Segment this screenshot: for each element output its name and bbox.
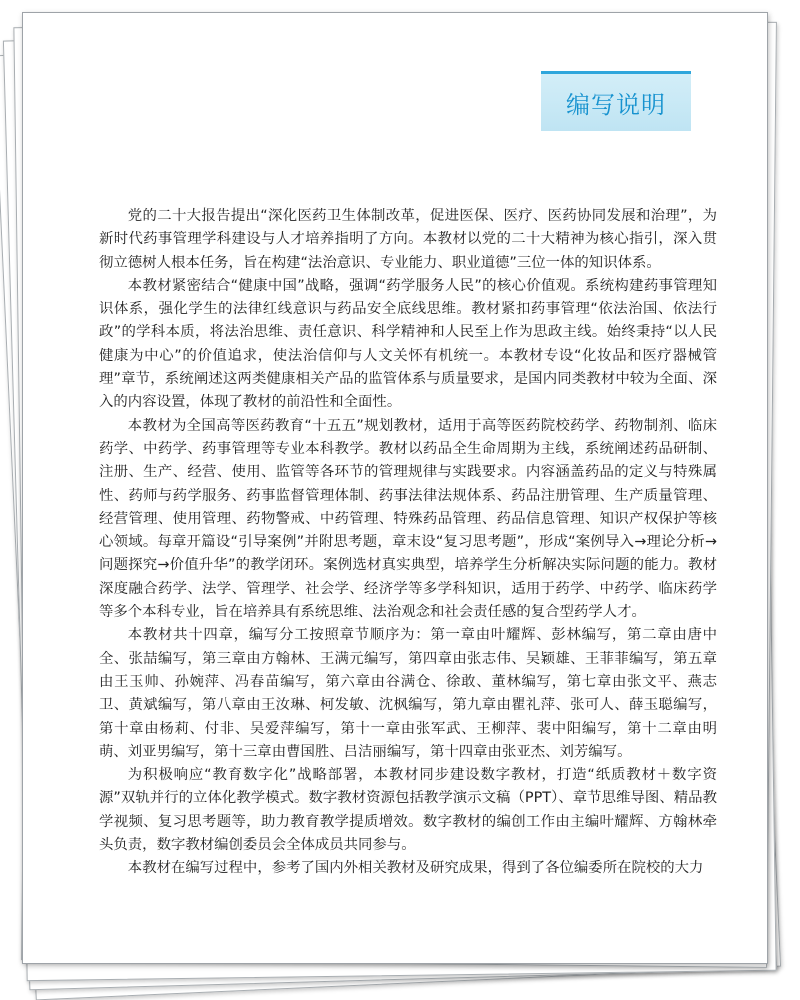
paragraph-4: 本教材共十四章，编写分工按照章节顺序为：第一章由叶耀辉、彭林编写，第二章由唐中全、张喆编写，第三章由方翰林、王满元编写，第四章由张志伟、吴颖雄、王菲菲编写，第五章由王玉帅、孙婉萍、冯春苗编写，第六章由谷满仓、徐敢、董林编写，第七章由张文平、燕志卫、黄斌编写，第八章由王汝琳、柯发敏、沈枫编写，第九章由瞿礼萍、张可人、薛玉聪编写，第十章由杨莉、付非、吴爱萍编写，第十一章由张军武、王柳萍、裴中阳编写，第十二章由明萌、刘亚男编写，第十三章由曹国胜、吕洁丽编写，第十四章由张亚杰、刘芳编写。 bbox=[99, 627, 717, 760]
body-text bbox=[99, 205, 717, 881]
paragraph-6: 本教材在编写过程中，参考了国内外相关教材及研究成果，得到了各位编委所在院校的大力 bbox=[127, 860, 704, 877]
section-title-banner bbox=[541, 71, 691, 131]
document-page bbox=[22, 12, 768, 964]
paragraph-3: 本教材为全国高等医药教育“十五五”规划教材，适用于高等医药院校药学、药物制剂、临床药学、中药学、药事管理等专业本科教学。教材以药品全生命周期为主线，系统阐述药品研制、注册、生产、经营、使用、监管等各环节的管理规律与实践要求。内容涵盖药品的定义与特殊属性、药师与药学服务、药事监督管理体制、药事法律法规体系、药品注册管理、生产质量管理、经营管理、使用管理、药物警戒、中药管理、特殊药品管理、药品信息管理、知识产权保护等核心领域。每章开篇设“引导案例”并附思考题，章末设“复习思考题”，形成“案例导入→理论分析→问题探究→价值升华”的教学闭环。案例选材真实典型，培养学生分析解决实际问题的能力。教材深度融合药学、法学、管理学、社会学、经济学等多学科知识，适用于药学、中药学、临床药学等多个本科专业，旨在培养具有系统思维、法治观念和社会责任感的复合型药学人才。 bbox=[99, 417, 717, 621]
paragraph-5: 为积极响应“教育数字化”战略部署，本教材同步建设数字教材，打造“纸质教材＋数字资源”双轨并行的立体化教学模式。数字教材资源包括教学演示文稿（PPT）、章节思维导图、精品教学视频、复习思考题等，助力教育教学提质增效。数字教材的编创工作由主编叶耀辉、方翰林牵头负责，数字教材编创委员会全体成员共同参与。 bbox=[99, 767, 717, 854]
paragraph-1: 党的二十大报告提出“深化医药卫生体制改革，促进医保、医疗、医药协同发展和治理”，为新时代药事管理学科建设与人才培养指明了方向。本教材以党的二十大精神为核心指引，深入贯彻立德树人根本任务，旨在构建“法治意识、专业能力、职业道德”三位一体的知识体系。 bbox=[99, 208, 717, 271]
page-title: 编写说明 bbox=[566, 91, 666, 119]
paragraph-2: 本教材紧密结合“健康中国”战略，强调“药学服务人民”的核心价值观。系统构建药事管理知识体系，强化学生的法律红线意识与药品安全底线思维。教材紧扣药事管理“依法治国、依法行政”的学科本质，将法治思维、责任意识、科学精神和人民至上作为思政主线。始终秉持“以人民健康为中心”的价值追求，使法治信仰与人文关怀有机统一。本教材专设“化妆品和医疗器械管理”章节，系统阐述这两类健康相关产品的监管体系与质量要求，是国内同类教材中较为全面、深入的内容设置，体现了教材的前沿性和全面性。 bbox=[99, 277, 717, 411]
